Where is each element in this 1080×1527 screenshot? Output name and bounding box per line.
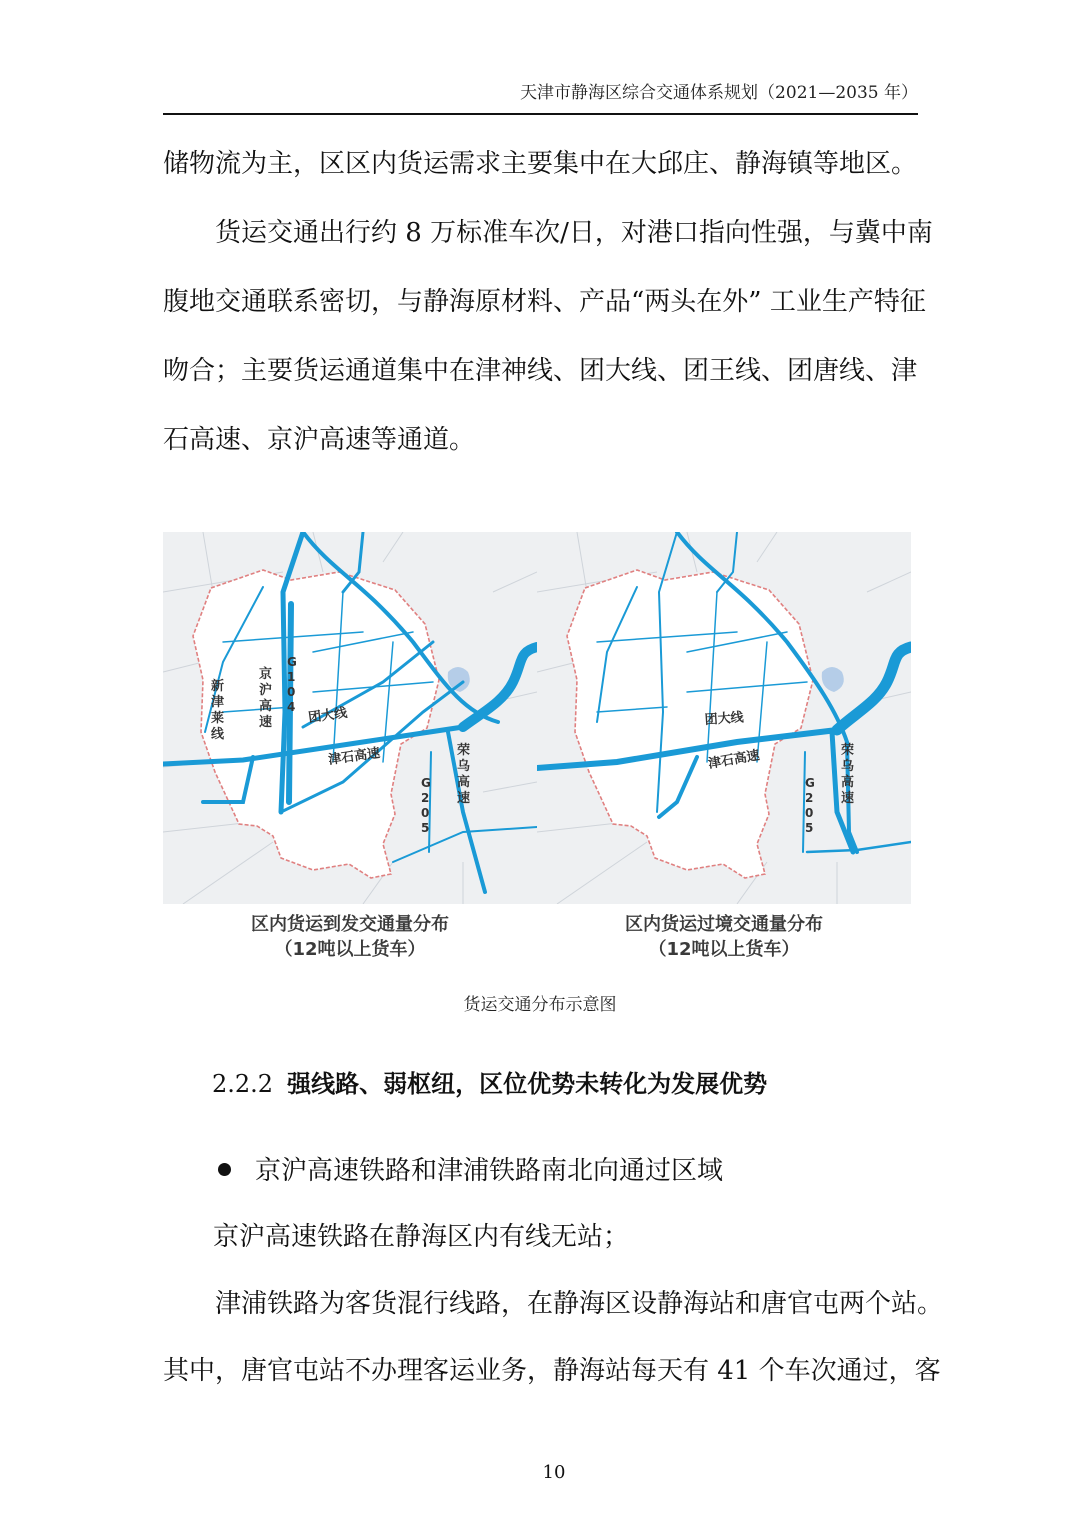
paragraph-line: 吻合；主要货运通道集中在津神线、团大线、团王线、团唐线、津 bbox=[163, 356, 918, 386]
paragraph-line: 货运交通出行约 8 万标准车次/日，对港口指向性强，与冀中南 bbox=[215, 218, 933, 248]
section-heading bbox=[212, 1064, 767, 1099]
left-map-caption-sub: （12吨以上货车） bbox=[274, 939, 426, 960]
paragraph-line: 储物流为主，区区内货运需求主要集中在大邱庄、静海镇等地区。 bbox=[163, 149, 918, 179]
section-title: 强线路、弱枢纽，区位优势未转化为发展优势 bbox=[287, 1070, 768, 1098]
label-jinshi-expressway: 津石高速 bbox=[707, 748, 761, 772]
bullet-item bbox=[218, 1150, 723, 1187]
label-tuanda-line: 团大线 bbox=[704, 710, 745, 728]
bullet-icon bbox=[218, 1163, 231, 1176]
section-number: 2.2.2 bbox=[212, 1070, 274, 1098]
paragraph-line: 石高速、京沪高速等通道。 bbox=[163, 425, 476, 455]
paragraph-line: 京沪高速铁路在静海区内有线无站； bbox=[213, 1222, 630, 1252]
freight-transit-map bbox=[537, 532, 911, 904]
freight-transit-map-graphic bbox=[537, 532, 911, 904]
label-tuanda-line: 团大线 bbox=[307, 705, 349, 726]
right-map-caption bbox=[537, 912, 911, 962]
paragraph-line: 津浦铁路为客货混行线路，在静海区设静海站和唐官屯两个站。 bbox=[215, 1289, 944, 1319]
right-map-caption-title: 区内货运过境交通量分布 bbox=[625, 914, 823, 935]
freight-od-map bbox=[163, 532, 537, 904]
label-g104: G 1 0 4 bbox=[287, 655, 297, 714]
paragraph-line: 其中，唐官屯站不办理客运业务，静海站每天有 41 个车次通过，客 bbox=[163, 1356, 941, 1386]
paragraph-line: 腹地交通联系密切，与静海原材料、产品“两头在外” 工业生产特征 bbox=[163, 287, 926, 317]
label-g205: G 2 0 5 bbox=[421, 776, 431, 835]
label-g205: G 2 0 5 bbox=[805, 776, 815, 835]
header-rule bbox=[163, 113, 918, 115]
left-map-caption bbox=[163, 912, 537, 962]
page-number: 10 bbox=[542, 1462, 566, 1483]
figure-caption: 货运交通分布示意图 bbox=[463, 995, 617, 1015]
freight-od-map-graphic bbox=[163, 532, 537, 904]
bullet-text: 京沪高速铁路和津浦铁路南北向通过区域 bbox=[255, 1156, 724, 1186]
label-jinghu-expressway: 京沪高速 bbox=[259, 667, 273, 730]
label-rongwu-expressway: 荣乌高速 bbox=[841, 743, 855, 806]
label-xinjin-line: 新津莱线 bbox=[211, 679, 225, 742]
label-jinshi-expressway: 津石高速 bbox=[327, 745, 382, 768]
right-map-caption-sub: （12吨以上货车） bbox=[648, 939, 800, 960]
left-map-caption-title: 区内货运到发交通量分布 bbox=[251, 914, 449, 935]
running-header: 天津市静海区综合交通体系规划（2021—2035 年） bbox=[520, 83, 918, 103]
label-rongwu-expressway: 荣乌高速 bbox=[457, 743, 471, 806]
